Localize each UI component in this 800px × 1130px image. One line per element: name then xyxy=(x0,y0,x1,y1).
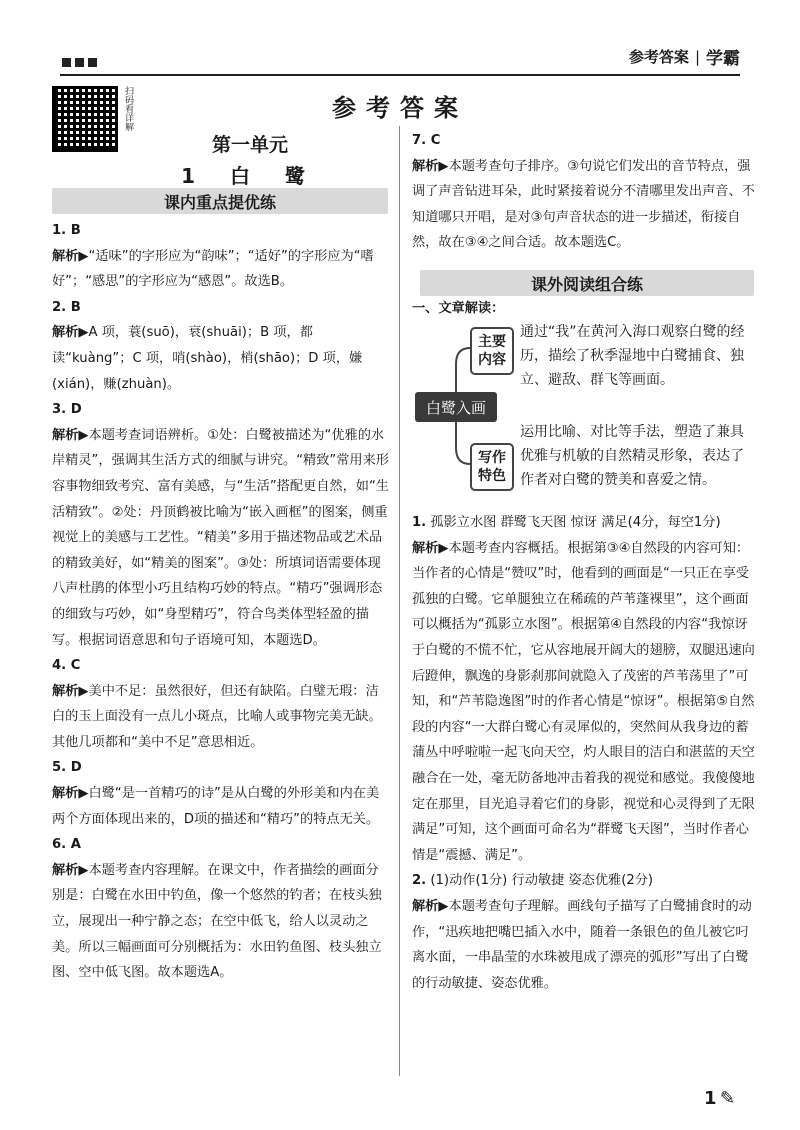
page-number: 1 xyxy=(704,1088,717,1109)
answer-number: 4. C xyxy=(52,658,81,674)
answer-item-3 xyxy=(52,397,390,653)
header-brand xyxy=(629,44,740,69)
analysis-text: 本题考查句子理解。画线句子描写了白鹭捕食时的动作，“迅疾地把嘴巴插入水中，随着一条银色的鱼儿被它叼离水面，一串晶莹的水珠被甩成了漂亮的弧形”写出了白鹭的行动敏捷、姿态优雅。 xyxy=(412,898,752,991)
section-one-label: 一、文章解读： xyxy=(412,301,505,316)
analysis-text: A 项，蓑(suō)，衰(shuāi)；B 项，都读“kuàng”；C 项，哨(shào)，梢(shāo)；D 项，嫌(xián)，赚(zhuàn)。 xyxy=(52,325,363,392)
qr-caption: 扫码看详解 xyxy=(123,86,133,131)
section-banner-extracurricular: 课外阅读组合练 xyxy=(420,270,754,296)
analysis-tag: 解析▶ xyxy=(52,786,89,802)
answer-number: 2. xyxy=(412,873,427,889)
answer-number: 6. A xyxy=(52,837,81,853)
qr-code[interactable] xyxy=(52,86,118,152)
answer-number: 7. C xyxy=(412,133,441,148)
mindmap-writing-feature-box: 写作特色 xyxy=(470,443,514,491)
analysis-text: 本题考查内容理解。在课文中，作者描绘的画面分别是：白鹭在水田中钓鱼，像一个悠然的钓者；在枝头独立，展现出一种宁静之态；在空中低飞，给人以灵动之美。所以三幅画面可分别概括为：水田钓鱼图、枝头独立图、空中低飞图。故本题选A。 xyxy=(52,862,382,981)
answer-number: 5. D xyxy=(52,760,82,776)
answer-item-1 xyxy=(52,218,390,295)
answer-item-4 xyxy=(52,653,390,755)
header-brand-name: 学霸 xyxy=(706,49,740,69)
answer-item-6 xyxy=(52,832,390,986)
reading-answer-2 xyxy=(412,868,758,996)
answer-text: 孤影立水图 群鹭飞天图 惊讶 满足(4分，每空1分) xyxy=(430,515,721,530)
mindmap-writing-feature-text: 运用比喻、对比等手法，塑造了兼具优雅与机敏的自然精灵形象，表达了作者对白鹭的赞美和喜爱之情。 xyxy=(520,424,744,488)
header-squares xyxy=(62,58,97,67)
column-divider xyxy=(399,126,400,1076)
analysis-text: “适味”的字形应为“韵味”；“适好”的字形应为“嗜好”；“感思”的字形应为“感恩”。故选B。 xyxy=(52,248,374,290)
analysis-tag: 解析▶ xyxy=(412,540,449,556)
answer-item-5 xyxy=(52,755,390,832)
analysis-tag: 解析▶ xyxy=(52,862,89,878)
analysis-text: 白鹭“是一首精巧的诗”是从白鹭的外形美和内在美两个方面体现出来的，D项的描述和“精巧”的特点无关。 xyxy=(52,786,380,827)
answer-number: 1. B xyxy=(52,223,81,238)
analysis-text: 美中不足：虽然很好，但还有缺陷。白璧无瑕：洁白的玉上面没有一点儿小斑点，比喻人或事物完美无缺。其他几项都和“美中不足”意思相近。 xyxy=(52,683,382,750)
header-separator: | xyxy=(694,47,700,66)
answer-text: (1)动作(1分) 行动敏捷 姿态优雅(2分) xyxy=(430,873,654,889)
lesson-title: 1 白 鹭 xyxy=(181,164,319,188)
answer-number: 2. B xyxy=(52,299,81,315)
right-column-top xyxy=(412,128,758,256)
answer-number: 1. xyxy=(412,515,427,530)
right-column-bottom xyxy=(412,510,758,996)
analysis-tag: 解析▶ xyxy=(52,325,89,341)
analysis-text: 本题考查句子排序。③句说它们发出的音节特点，强调了声音钻进耳朵，此时紧接着说分不清哪里发出声音、不知道哪只开唱，是对③句声音状态的进一步描述，衔接自然，故在③④之间合适。故本题选C。 xyxy=(412,158,755,251)
analysis-tag: 解析▶ xyxy=(412,158,449,174)
reading-answer-1 xyxy=(412,510,758,868)
mindmap-main-content-text: 通过“我”在黄河入海口观察白鹭的经历，描绘了秋季湿地中白鹭捕食、独立、避敌、群飞等画面。 xyxy=(520,324,745,388)
unit-title: 第一单元 xyxy=(211,134,288,156)
answer-item-2 xyxy=(52,295,390,397)
analysis-text: 本题考查词语辨析。①处：白鹭被描述为“优雅的水岸精灵”，强调其生活方式的细腻与讲究。“精致”常用来形容事物细致考究、富有美感，与“生活”搭配更自然，如“生活精致”。②处：丹顶鹤被比喻为“嵌入画框”的图案，侧重视觉上的美感与工艺性。“精美”多用于描述物品或艺术品的精致美好，如“精美的图案”。③处：所填词语需要体现八声杜鹃的体型小巧且结构巧妙的特点。“精巧”强调形态的细致与巧妙，如“身型精巧”，符合鸟类体型轻盈的描写。根据词语意思和句子语境可知，本题选D。 xyxy=(52,427,389,648)
analysis-tag: 解析▶ xyxy=(52,683,89,699)
analysis-tag: 解析▶ xyxy=(52,248,89,264)
section-banner-inclass: 课内重点提优练 xyxy=(52,188,388,214)
mindmap-main-content-box: 主要内容 xyxy=(470,327,514,375)
left-column xyxy=(52,218,390,986)
analysis-text: 本题考查内容概括。根据第③④自然段的内容可知：当作者的心情是“赞叹”时，他看到的画面是“一只正在享受孤独的白鹭。它单腿独立在稀疏的芦苇蓬裸里”，这个画面可以概括为“孤影立水图”。根据第④自然段的内容“我惊讶于白鹭的不慌不忙，它从容地展开阔大的翅膀，双腿迅速向后蹬伸，飘逸的身影刹那间就隐入了茂密的芦苇荡里了”可知，和“芦苇隐逸图”时的作者心情是“惊讶”。根据第⑤自然段的内容“一大群白鹭心有灵犀似的，突然间从我身边的蓄蒲丛中呼啦啦一起飞向天空，灼人眼目的洁白和湛蓝的天空融合在一处，毫无防备地冲击着我的视觉和感觉。我傻傻地定在那里，目光追寻着它们的身影，视觉和心灵得到了无限满足”可知，这个画面可命名为“群鹭飞天图”，当时作者心情是“震撼、满足”。 xyxy=(412,540,755,863)
header-rule xyxy=(60,74,740,76)
mindmap-center: 白鹭入画 xyxy=(415,392,497,422)
pen-icon: ✎ xyxy=(720,1088,736,1109)
header-section: 参考答案 xyxy=(628,48,689,66)
analysis-tag: 解析▶ xyxy=(412,898,449,914)
analysis-tag: 解析▶ xyxy=(52,427,89,443)
page-title: 参考答案 xyxy=(332,94,468,122)
answer-number: 3. D xyxy=(52,402,82,418)
